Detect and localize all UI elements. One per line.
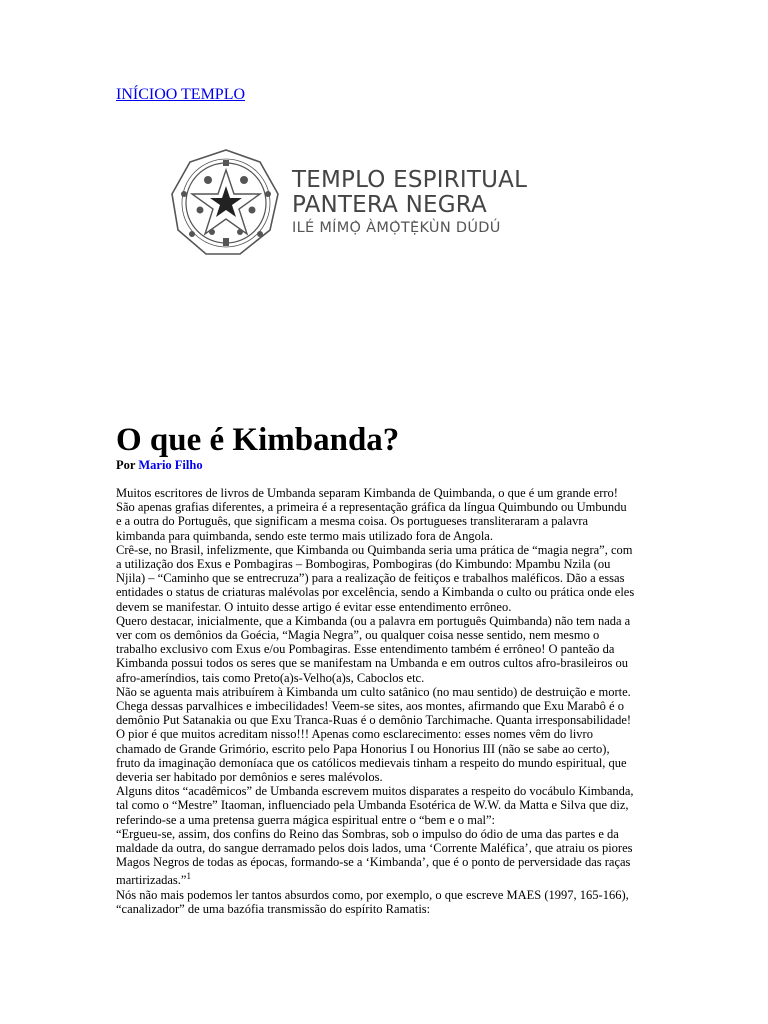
- article-line-text: Não se aguenta mais atribuírem à Kimbanda um culto satânico (no mau sentido) de destruição e morte.: [116, 684, 631, 699]
- article-line: [116, 873, 656, 887]
- author-link[interactable]: Mario Filho: [138, 458, 203, 472]
- article-line-text: Alguns ditos “acadêmicos” de Umbanda escrevem muitos disparates a respeito do vocábulo Kimbanda,: [116, 784, 634, 799]
- article-line-text: “Ergueu-se, assim, dos confins do Reino das Sombras, sob o impulso do ódio de uma das partes e da: [116, 826, 619, 841]
- temple-logo: [170, 148, 560, 258]
- article-line-text: kimbanda para quimbanda, sendo este termo mais utilizado fora de Angola.: [116, 528, 493, 543]
- article-line-text: demônio Put Satanakia ou que Exu Tranca-Ruas é o demônio Tarchimache. Quanta irresponsabilidade!: [116, 713, 632, 728]
- article-line: [116, 770, 656, 784]
- article-line: [116, 557, 656, 571]
- article-line: [116, 727, 656, 741]
- article-line: [116, 656, 656, 670]
- article-line-text: São apenas grafias diferentes, a primeira é a representação gráfica da língua Quimbundo ou Umbundu: [116, 500, 627, 515]
- article-line-text: trabalho exclusivo com Exus e/ou Pombagiras. Esse entendimento também é errôneo! O panteão da: [116, 642, 615, 657]
- article-line-text: Nós não mais podemos ler tantos absurdos como, por exemplo, o que escreve MAES (1997, 165-166),: [116, 887, 629, 902]
- article-line: [116, 813, 656, 827]
- article-line: [116, 827, 656, 841]
- article-line: [116, 585, 656, 599]
- article-line-text: tal como o “Mestre” Itaoman, influenciado pela Umbanda Esotérica de W.W. da Matta e Silva que diz,: [116, 798, 629, 813]
- article-body: [116, 486, 656, 916]
- article-line: [116, 888, 656, 902]
- article-line-text: deveria ser habitado por demônios e seres malévolos.: [116, 770, 383, 785]
- article-line-text: ver com os demônios da Goécia, “Magia Negra”, ou qualquer coisa nesse sentido, nem mesmo o: [116, 628, 600, 643]
- article-line: [116, 855, 656, 869]
- article-line-text: Kimbanda possui todos os seres que se manifestam na Umbanda e em outros cultos afro-brasileiros ou: [116, 656, 629, 671]
- article-line: [116, 500, 656, 514]
- home-link[interactable]: INÍCIOO TEMPLO: [116, 86, 246, 103]
- article-line-text: martirizadas.”: [116, 873, 187, 888]
- article-title: O que é Kimbanda?: [116, 422, 400, 458]
- article-line-text: afro-ameríndios, tais como Preto(a)s-Velho(a)s, Caboclos etc.: [116, 670, 425, 685]
- article-line: [116, 529, 656, 543]
- article-line-text: Njila) – “Caminho que se entrecruza”) para a realização de feitiços e trabalhos maléficos. Dão a essas: [116, 571, 625, 586]
- article-line: [116, 685, 656, 699]
- article-line-text: Chega dessas parvalhices e imbecilidades! Veem-se sites, aos montes, afirmando que Exu Marabô é o: [116, 699, 624, 714]
- article-line-text: referindo-se a uma pretensa guerra mágica espiritual entre o “bem e o mal”:: [116, 812, 495, 827]
- article-line-text: a utilização dos Exus e Pombagiras – Bombogiras, Pombogiras (do Kimbundo: Mpambu Nzila (ou: [116, 557, 611, 572]
- article-line-text: Muitos escritores de livros de Umbanda separam Kimbanda de Quimbanda, o que é um grande erro!: [116, 486, 618, 500]
- article-line-text: e a outra do Português, que significam a mesma coisa. Os portugueses transliteraram a palavra: [116, 514, 589, 529]
- article-line-text: chamado de Grande Grimório, escrito pelo Papa Honorius I ou Honorius III (não se sabe ao certo),: [116, 741, 610, 756]
- byline: [116, 458, 203, 473]
- article-line: [116, 784, 656, 798]
- article-line-text: Magos Negros de todas as épocas, formando-se a ‘Kimbanda’, que é o ponto de perversidade das raças: [116, 855, 631, 870]
- article-line: [116, 671, 656, 685]
- article-line-text: maldade da outra, do sangue derramado pelos dois lados, uma ‘Corrente Maléfica’, que atraiu os piores: [116, 841, 633, 856]
- article-line: [116, 713, 656, 727]
- article-line-text: “canalizador” de uma bazófia transmissão do espírito Ramatis:: [116, 901, 431, 916]
- article-line-text: devem se manifestar. O intuito desse artigo é evitar esse entendimento errôneo.: [116, 599, 512, 614]
- temple-emblem-icon: [170, 148, 282, 258]
- article-line-text: fruto da imaginação demoníaca que os católicos medievais tinham a respeito do mundo espiritual, que: [116, 755, 627, 770]
- article-line: [116, 614, 656, 628]
- article-line: [116, 642, 656, 656]
- article-line: [116, 600, 656, 614]
- logo-title-line1: TEMPLO ESPIRITUAL: [292, 167, 528, 193]
- article-line: [116, 742, 656, 756]
- article-line: [116, 756, 656, 770]
- logo-text: [292, 168, 527, 238]
- article-line-text: entidades o status de criaturas malévolas por excelência, sendo a Kimbanda o culto ou prática onde eles: [116, 585, 635, 600]
- article-line: [116, 514, 656, 528]
- article-line-text: Crê-se, no Brasil, infelizmente, que Kimbanda ou Quimbanda seria uma prática de “magia negra”, com: [116, 542, 633, 557]
- article-line: [116, 543, 656, 557]
- article-line: [116, 628, 656, 642]
- article-line: [116, 902, 656, 916]
- article-line: [116, 841, 656, 855]
- article-line: [116, 486, 656, 500]
- article-line: [116, 571, 656, 585]
- article-line-text: O pior é que muitos acreditam nisso!!! Apenas como esclarecimento: esses nomes vêm do livro: [116, 727, 593, 742]
- article-line-text: Quero destacar, inicialmente, que a Kimbanda (ou a palavra em português Quimbanda) não tem nada a: [116, 613, 631, 628]
- logo-subtitle: ILÉ MÍMỌ̀ ÀMỌ̀TẸ̀KÙN DÚDÚ: [292, 220, 501, 236]
- byline-prefix: Por: [116, 458, 136, 472]
- logo-title-line2: PANTERA NEGRA: [292, 192, 487, 218]
- article-line: [116, 798, 656, 812]
- article-line: [116, 699, 656, 713]
- footnote-marker[interactable]: 1: [186, 871, 191, 882]
